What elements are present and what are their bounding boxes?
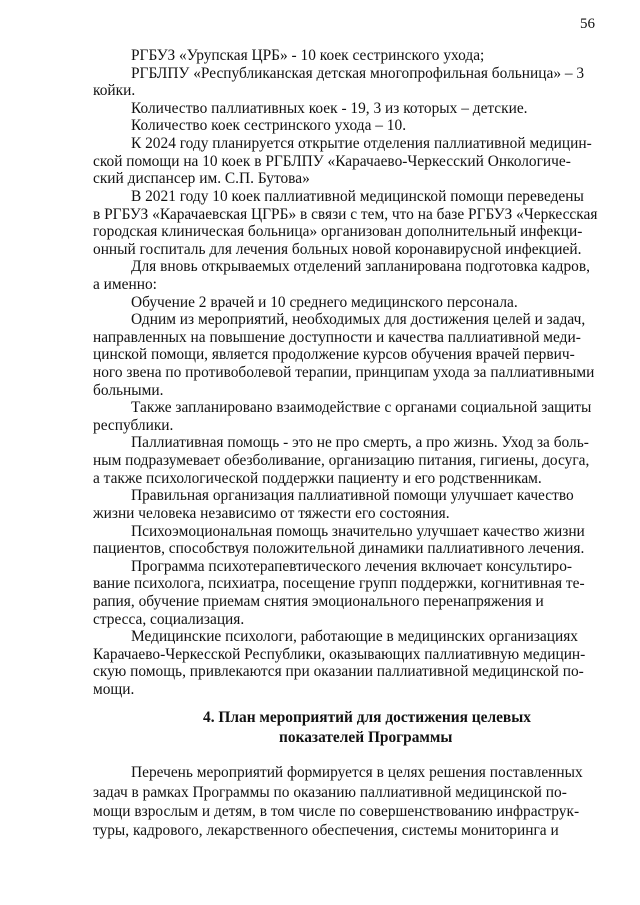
text-line: Паллиативная помощь - это не про смерть, а про жизнь. Уход за боль- — [131, 434, 589, 451]
section-heading-line-2: показателей Программы — [279, 729, 453, 746]
text-line: Медицинские психологи, работающие в медицинских организациях — [131, 628, 579, 645]
text-line: онный госпиталь для лечения больных новой коронавирусной инфекцией. — [93, 241, 582, 258]
text-line: туры, кадрового, лекарственного обеспечения, системы мониторинга и — [93, 822, 559, 839]
text-line: в РГБУЗ «Карачаевская ЦГРБ» в связи с тем, что на базе РГБУЗ «Черкесская — [93, 206, 598, 223]
section-heading-line-1: 4. План мероприятий для достижения целевых — [203, 709, 531, 726]
text-line: пациентов, способствуя положительной динамики паллиативного лечения. — [93, 540, 585, 557]
text-line: Также запланировано взаимодействие с органами социальной защиты — [131, 399, 592, 416]
text-line: Обучение 2 врачей и 10 среднего медицинского персонала. — [131, 294, 518, 311]
text-line: мощи взрослым и детям, в том числе по совершенствованию инфраструк- — [93, 803, 580, 820]
text-line: Количество паллиативных коек - 19, 3 из которых – детские. — [131, 100, 528, 117]
text-line: вание психолога, психиатра, посещение групп поддержки, когнитивная те- — [93, 575, 585, 592]
text-line: направленных на повышение доступности и качества паллиативной меди- — [93, 329, 581, 346]
text-line: ного звена по противоболевой терапии, принципам ухода за паллиативными — [93, 364, 595, 381]
text-line: Для вновь открываемых отделений запланирована подготовка кадров, — [131, 258, 590, 275]
text-line: Перечень мероприятий формируется в целях решения поставленных — [131, 764, 583, 781]
text-line: стресса, социализация. — [93, 611, 245, 628]
text-line: Программа психотерапевтического лечения включает консультиро- — [131, 558, 573, 575]
text-line: Одним из мероприятий, необходимых для достижения целей и задач, — [131, 311, 586, 328]
text-line: К 2024 году планируется открытие отделения паллиативной медицин- — [131, 135, 592, 152]
text-line: койки. — [93, 82, 136, 99]
page-number: 56 — [580, 16, 595, 32]
text-line: скую помощь, привлекаются при оказании паллиативной медицинской по- — [93, 663, 584, 680]
text-line: Правильная организация паллиативной помощи улучшает качество — [131, 487, 574, 504]
text-line: рапия, обучение приемам снятия эмоционального перенапряжения и — [93, 593, 544, 610]
text-line: городская клиническая больница» организован дополнительный инфекци- — [93, 223, 583, 240]
text-line: РГБЛПУ «Республиканская детская многопрофильная больница» – 3 — [131, 65, 585, 82]
text-line: а также психологической поддержки пациенту и его родственникам. — [93, 470, 542, 487]
text-line: больными. — [93, 382, 164, 399]
text-line: жизни человека независимо от тяжести его состояния. — [93, 505, 450, 522]
text-line: задач в рамках Программы по оказанию паллиативной медицинской по- — [93, 784, 567, 801]
text-line: а именно: — [93, 276, 157, 293]
text-line: Количество коек сестринского ухода – 10. — [131, 117, 407, 134]
text-line: ский диспансер им. С.П. Бутова» — [93, 170, 310, 187]
text-line: В 2021 году 10 коек паллиативной медицинской помощи переведены — [131, 188, 584, 205]
text-line: цинской помощи, является продолжение курсов обучения врачей первич- — [93, 346, 575, 363]
text-line: мощи. — [93, 681, 135, 698]
text-line: ской помощи на 10 коек в РГБЛПУ «Карачаево-Черкесский Онкологиче- — [93, 153, 571, 170]
text-line: ным подразумевает обезболивание, организацию питания, гигиены, досуга, — [93, 452, 590, 469]
text-line: республики. — [93, 417, 174, 434]
text-line: Психоэмоциональная помощь значительно улучшает качество жизни — [131, 523, 585, 540]
text-line: РГБУЗ «Урупская ЦРБ» - 10 коек сестринского ухода; — [131, 47, 485, 64]
text-line: Карачаево-Черкесской Республики, оказывающих паллиативную медицин- — [93, 646, 586, 663]
